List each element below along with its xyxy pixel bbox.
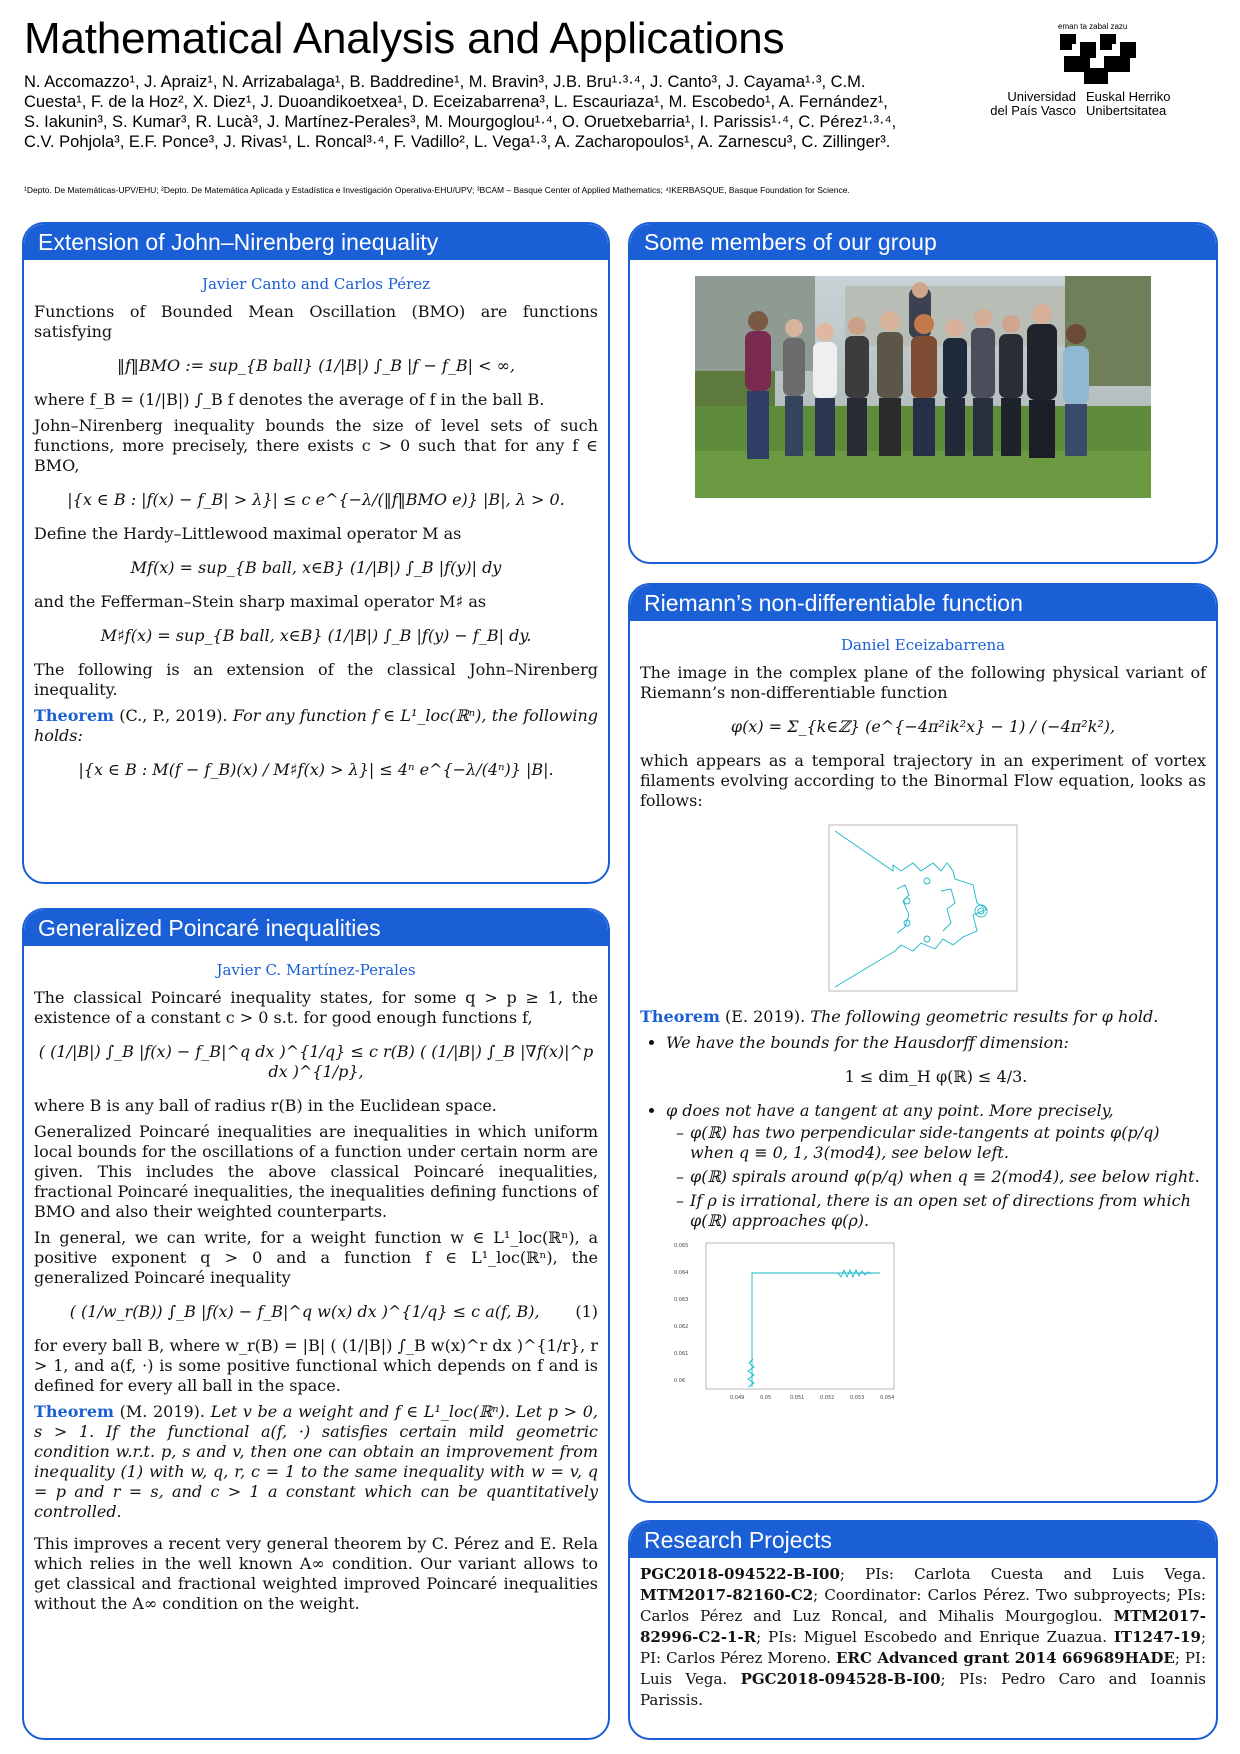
equation-bmo-norm: ‖f‖BMO := sup_{B ball} (1/|B|) ∫_B |f − f_B| < ∞, bbox=[116, 356, 516, 375]
paragraph: for every ball B, where w_r(B) = |B| ( (1/|B|) ∫_B w(x)^r dx )^{1/r}, r > 1, and a(f, ·) is some positive functional which depends on f and is defined for every all ball in the space. bbox=[34, 1336, 598, 1395]
paragraph: Generalized Poincaré inequalities are inequalities in which uniform local bounds for the oscillations of a function under certain norm are given. This includes the above classical Poincaré inequalities, fractional Poincaré inequalities, the inequalities defining functions of BMO and also their weighted counterparts. bbox=[34, 1122, 598, 1221]
university-logo bbox=[970, 22, 1210, 132]
project-details: ; PIs: Pedro Caro and Ioannis Parissis. bbox=[640, 1670, 1206, 1709]
panel-projects bbox=[628, 1520, 1218, 1740]
list-item: – φ(ℝ) has two perpendicular side-tangents at points φ(p/q) when q ≡ 0, 1, 3(mod4), see below left. bbox=[690, 1123, 1206, 1163]
university-name-eu: Euskal Herriko Unibertsitatea bbox=[1086, 89, 1171, 118]
equation-hausdorff: 1 ≤ dim_H φ(ℝ) ≤ 4/3. bbox=[844, 1067, 1028, 1086]
y-tick-label: 0.065 bbox=[674, 1243, 689, 1249]
theorem-label: Theorem bbox=[34, 1402, 114, 1421]
theorem-text: For any function f ∈ L¹_loc(ℝⁿ), the following holds: bbox=[34, 706, 598, 745]
paragraph: The classical Poincaré inequality states, for some q > p ≥ 1, the existence of a constant c > 0 s.t. for good enough functions f, bbox=[34, 988, 598, 1027]
panel-title: Riemann’s non-differentiable function bbox=[630, 585, 1216, 621]
project-details: ; PI: Carlos Pérez Moreno. bbox=[640, 1628, 1206, 1667]
paragraph: and the Fefferman–Stein sharp maximal operator M♯ as bbox=[34, 592, 487, 611]
x-tick-label: 0.052 bbox=[820, 1395, 835, 1401]
theorem-text: Let v be a weight and f ∈ L¹_loc(ℝⁿ). Let p > 0, s > 1. If the functional a(f, ·) satisfies certain mild geometric condition w.r.t. p, s and v, then one can obtain an improvement from inequality (1) with w, q, r, c = 1 to the same inequality with w = v, q = p and r = s, and c > 1 a constant which can be quantitatively controlled. bbox=[34, 1402, 598, 1521]
theorem-cite: (E. 2019). bbox=[725, 1007, 806, 1026]
paragraph: which appears as a temporal trajectory in an experiment of vortex filaments evolving according to the Binormal Flow equation, looks as follows: bbox=[640, 751, 1206, 810]
project-details: ; Coordinator: Carlos Pérez. Two subproyects; PIs: Carlos Pérez and Luz Roncal, and Mihalis Mourgoglou. bbox=[640, 1586, 1206, 1625]
equation-extension: |{x ∈ B : M(f − f_B)(x) / M♯f(x) > λ}| ≤ 4ⁿ e^{−λ/(4ⁿ)} |B|. bbox=[78, 760, 554, 779]
panel-title: Generalized Poincaré inequalities bbox=[24, 910, 608, 946]
panel-john-nirenberg bbox=[22, 222, 610, 884]
paragraph: where B is any ball of radius r(B) in the Euclidean space. bbox=[34, 1096, 497, 1115]
theorem bbox=[34, 706, 598, 746]
panel-title: Some members of our group bbox=[630, 224, 1216, 260]
project-code: ERC Advanced grant 2014 669689HADE bbox=[836, 1649, 1175, 1667]
author-list: N. Accomazzo¹, J. Apraiz¹, N. Arrizabalaga¹, B. Baddredine¹, M. Bravin³, J.B. Bru¹·³·⁴, J. Canto³, J. Cayama¹·³, C.M. Cuesta¹, F. de la Hoz², X. Diez¹, J. Duoandikoetxea¹, D. Eceizabarrena³, L. Escauriaza¹, M. Escobedo¹, A. Fernández¹, S. Iakunin³, S. Kumar³, R. Lucà³, J. Martínez-Perales³, M. Mourgoglou¹·⁴, O. Oruetxebarria¹, I. Parissis¹·⁴, C. Pérez¹·³·⁴, C.V. Pohjola³, E.F. Ponce³, J. Rivas¹, L. Roncal³·⁴, F. Vadillo², L. Vega¹·³, A. Zacharopoulos¹, A. Zarnescu³, C. Zillinger³. bbox=[24, 73, 897, 151]
theorem-label: Theorem bbox=[34, 706, 114, 725]
paragraph: In general, we can write, for a weight function w ∈ L¹_loc(ℝⁿ), a positive exponent q > 0 and a function f ∈ L¹_loc(ℝⁿ), the generalized Poincaré inequality bbox=[34, 1228, 598, 1287]
logo-tagline: eman ta zabal zazu bbox=[1058, 22, 1128, 31]
theorem-label: Theorem bbox=[640, 1007, 720, 1026]
equation-maximal-operator: Mf(x) = sup_{B ball, x∈B} (1/|B|) ∫_B |f(y)| dy bbox=[130, 558, 502, 577]
ehu-emblem-icon bbox=[1060, 34, 1150, 86]
panel-title: Extension of John–Nirenberg inequality bbox=[24, 224, 608, 260]
list-item: – If ρ is irrational, there is an open set of directions from which φ(ℝ) approaches φ(ρ). bbox=[690, 1191, 1206, 1231]
equation-number: (1) bbox=[575, 1302, 598, 1321]
x-tick-label: 0.054 bbox=[880, 1395, 895, 1401]
y-tick-label: 0.061 bbox=[674, 1351, 689, 1357]
paragraph: Functions of Bounded Mean Oscillation (BMO) are functions satisfying bbox=[34, 302, 598, 341]
y-tick-labels bbox=[674, 1243, 688, 1384]
list-item: • We have the bounds for the Hausdorff dimension: 1 ≤ dim_H φ(ℝ) ≤ 4/3. bbox=[666, 1033, 1206, 1087]
project-details: ; PIs: Carlota Cuesta and Luis Vega. bbox=[839, 1565, 1206, 1583]
x-tick-label: 0.049 bbox=[730, 1395, 745, 1401]
paragraph: where f_B = (1/|B|) ∫_B f denotes the average of f in the ball B. bbox=[34, 390, 545, 409]
theorem bbox=[640, 1007, 1206, 1027]
paragraph: The image in the complex plane of the following physical variant of Riemann’s non-differentiable function bbox=[640, 663, 1206, 702]
theorem-results-list bbox=[640, 1033, 1206, 1231]
list-item: • φ does not have a tangent at any point. More precisely, – φ(ℝ) has two perpendicular side-tangents at points φ(p/q) when q ≡ 0, 1, 3(mod4), see below left. – φ(ℝ) spirals around φ(p/q) when q ≡ 2(mod4), see below right. – If ρ is irrational, there is an open set of directions from which φ(ℝ) approaches φ(ρ). bbox=[666, 1101, 1206, 1231]
paragraph: The following is an extension of the classical John–Nirenberg inequality. bbox=[34, 660, 598, 699]
poster-title: Mathematical Analysis and Applications bbox=[24, 14, 785, 63]
panel-title: Research Projects bbox=[630, 1522, 1216, 1558]
project-code: PGC2018-094522-B-I00 bbox=[640, 1565, 840, 1583]
equation-sharp-maximal: M♯f(x) = sup_{B ball, x∈B} (1/|B|) ∫_B |f(y) − f_B| dy. bbox=[100, 626, 532, 645]
panel-poincare bbox=[22, 908, 610, 1740]
paragraph: John–Nirenberg inequality bounds the size of level sets of such functions, more precisely, there exists c > 0 such that for any f ∈ BMO, bbox=[34, 416, 598, 475]
projects-text bbox=[640, 1564, 1206, 1711]
y-tick-label: 0.063 bbox=[674, 1297, 689, 1303]
project-code: PGC2018-094528-B-I00 bbox=[740, 1670, 941, 1688]
project-code: MTM2017-82160-C2 bbox=[640, 1586, 814, 1604]
x-tick-label: 0.051 bbox=[790, 1395, 805, 1401]
paragraph: Define the Hardy–Littlewood maximal operator M as bbox=[34, 524, 462, 543]
list-item: – φ(ℝ) spirals around φ(p/q) when q ≡ 2(mod4), see below right. bbox=[690, 1167, 1206, 1187]
project-details: ; PI: Luis Vega. bbox=[640, 1649, 1206, 1688]
equation-john-nirenberg: |{x ∈ B : |f(x) − f_B| > λ}| ≤ c e^{−λ/(‖f‖BMO e)} |B|, λ > 0. bbox=[67, 490, 565, 509]
y-tick-label: 0.06 bbox=[674, 1378, 686, 1384]
paragraph: This improves a recent very general theorem by C. Pérez and E. Rela which relies in the well known A∞ condition. Our variant allows to get classical and fractional weighted improved Poincaré inequalities without the A∞ condition on the weight. bbox=[34, 1534, 598, 1613]
byline: Javier C. Martínez-Perales bbox=[216, 961, 416, 979]
y-tick-label: 0.062 bbox=[674, 1324, 689, 1330]
project-code: IT1247-19 bbox=[1113, 1628, 1201, 1646]
riemann-trajectory-figure bbox=[823, 819, 1023, 999]
panel-riemann bbox=[628, 583, 1218, 1503]
theorem bbox=[34, 1402, 598, 1522]
university-name-es: Universidad del País Vasco bbox=[990, 89, 1076, 118]
panel-group bbox=[628, 222, 1218, 564]
side-tangent-figure bbox=[670, 1237, 900, 1407]
sub-list bbox=[666, 1123, 1206, 1231]
equation-classical-poincare: ( (1/|B|) ∫_B |f(x) − f_B|^q dx )^{1/q} ≤ c r(B) ( (1/|B|) ∫_B |∇f(x)|^p dx )^{1/p}, bbox=[38, 1042, 594, 1081]
x-tick-label: 0.05 bbox=[760, 1395, 772, 1401]
theorem-text: The following geometric results for φ hold. bbox=[810, 1007, 1159, 1026]
equation-generalized-poincare: ( (1/w_r(B)) ∫_B |f(x) − f_B|^q w(x) dx )^{1/q} ≤ c a(f, B), (1) bbox=[69, 1302, 598, 1321]
group-photo bbox=[695, 276, 1151, 498]
project-details: ; PIs: Miguel Escobedo and Enrique Zuazua. bbox=[756, 1628, 1114, 1646]
equation-riemann-phi: φ(x) = Σ_{k∈ℤ} (e^{−4π²ik²x} − 1) / (−4π²k²), bbox=[730, 717, 1116, 736]
theorem-cite: (M. 2019). bbox=[119, 1402, 206, 1421]
byline: Daniel Eceizabarrena bbox=[840, 636, 1006, 654]
x-tick-labels bbox=[730, 1395, 894, 1401]
project-code: MTM2017-82996-C2-1-R bbox=[640, 1607, 1206, 1646]
theorem-cite: (C., P., 2019). bbox=[119, 706, 228, 725]
x-tick-label: 0.053 bbox=[850, 1395, 865, 1401]
affiliations: ¹Depto. De Matemáticas-UPV/EHU; ²Depto. De Matemática Aplicada y Estadística e Investigación Operativa-EHU/UPV; ³BCAM – Basque Center of Applied Mathematics; ⁴IKERBASQUE, Basque Foundation for Science. bbox=[24, 185, 850, 195]
y-tick-label: 0.064 bbox=[674, 1270, 689, 1276]
byline: Javier Canto and Carlos Pérez bbox=[201, 275, 431, 293]
